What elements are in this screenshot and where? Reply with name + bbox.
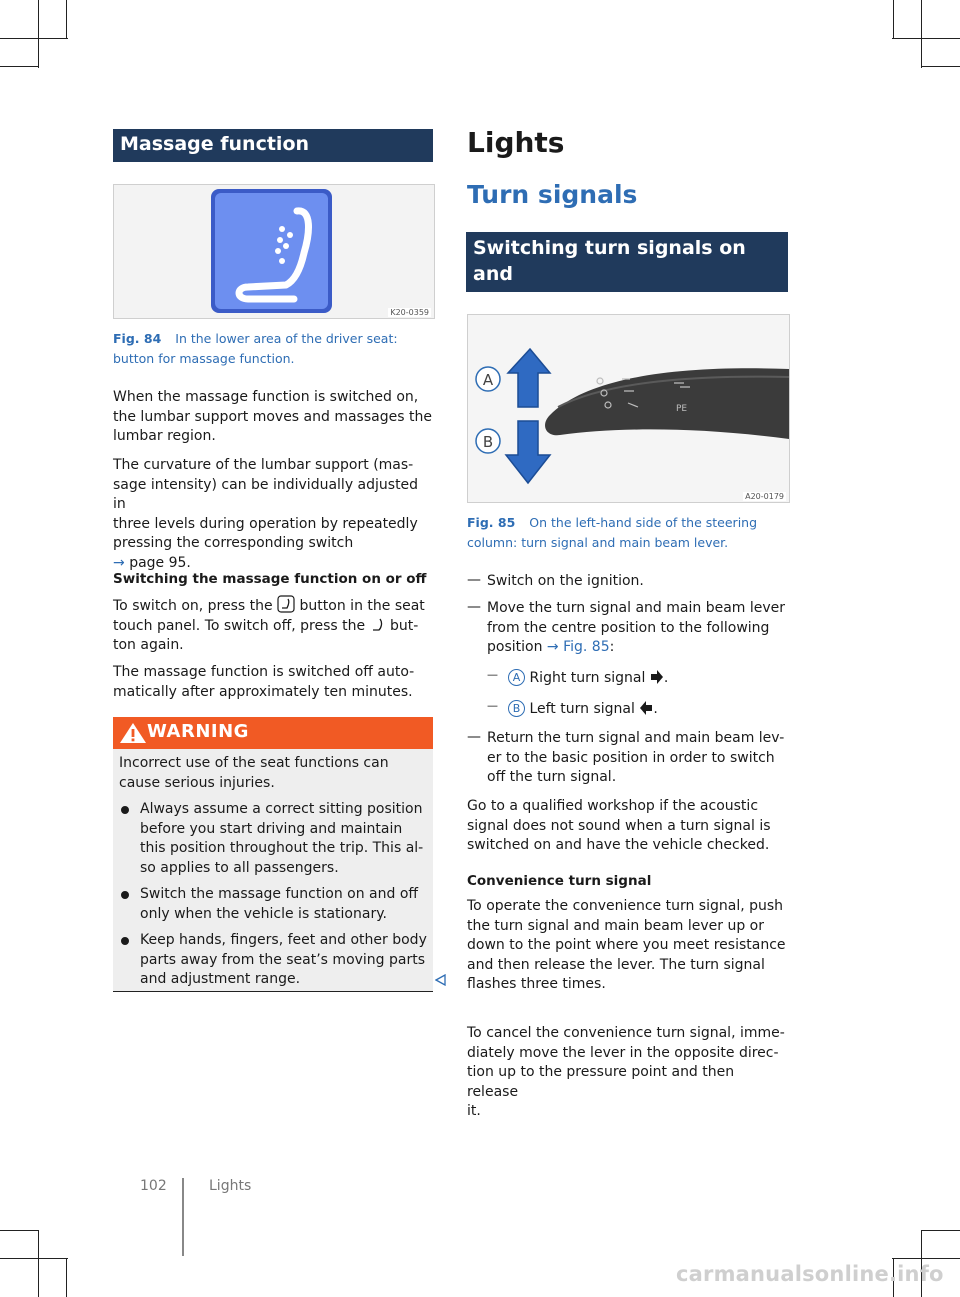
- end-mark-triangle-icon: [435, 974, 447, 986]
- figure-84-caption-line1: In the lower area of the driver seat:: [175, 331, 398, 346]
- substep-dash: —: [487, 699, 498, 712]
- step-dash: —: [467, 729, 481, 745]
- step-3: [487, 729, 788, 788]
- text-line: this position throughout the trip. This al-: [140, 840, 424, 857]
- text-line: off the turn signal.: [487, 769, 617, 786]
- text-line: parts away from the seat’s moving parts: [140, 951, 426, 968]
- seat-massage-icon: [370, 617, 386, 633]
- text-line: To operate the convenience turn signal, push: [467, 898, 784, 914]
- watermark: carmanualsonline.info: [676, 1262, 944, 1286]
- bullet-dot: [121, 806, 129, 814]
- arrow-right-icon: →: [113, 554, 125, 571]
- lever-marking: PE: [676, 404, 688, 414]
- seat-massage-button-graphic: [114, 185, 434, 318]
- text-line: Incorrect use of the seat functions can: [119, 755, 389, 771]
- warning-triangle-icon: [118, 721, 148, 745]
- text-fragment: touch panel. To switch off, press the: [113, 617, 366, 634]
- text-line: three levels during operation by repeatedly: [113, 515, 418, 532]
- text-line: flashes three times.: [467, 976, 606, 993]
- figure-84-caption-line2: button for massage function.: [113, 350, 295, 366]
- text-line: before you start driving and maintain: [140, 820, 403, 837]
- text-line: When the massage function is switched on,: [113, 389, 419, 405]
- text-line: lumbar region.: [113, 428, 216, 445]
- figure-85-number: Fig. 85: [467, 515, 516, 530]
- text-line: ton again.: [113, 637, 184, 654]
- callout-a: A: [508, 669, 525, 686]
- label-b: B: [482, 433, 494, 451]
- text-line: cause serious injuries.: [119, 774, 275, 791]
- banner-line: Switching turn signals on and: [473, 237, 746, 285]
- figure-85-caption: [467, 513, 788, 552]
- figure-84-image: [113, 184, 435, 319]
- step-dash: —: [467, 572, 481, 588]
- text-line: The curvature of the lumbar support (mas-: [113, 457, 414, 473]
- substep-b: B Left turn signal .: [508, 700, 658, 720]
- chapter-title: Lights: [467, 126, 565, 159]
- figure-85-code: A20-0179: [745, 492, 784, 501]
- text-line: the lumbar support moves and massages the: [113, 408, 432, 425]
- warning-header: [113, 717, 433, 749]
- figure-84-code: K20-0359: [390, 308, 429, 317]
- text-line: tion up to the pressure point and then release: [467, 1064, 735, 1100]
- text-fragment: position: [487, 639, 543, 656]
- arrow-right-icon: →: [546, 639, 559, 656]
- turn-right-arrow-icon: [650, 670, 664, 684]
- step-2: Move the turn signal and main beam lever from the centre position to the following position → Fig. 85:: [487, 599, 788, 658]
- text-line: only when the vehicle is stationary.: [140, 905, 387, 922]
- step-1: Switch on the ignition.: [487, 573, 644, 589]
- figure-84-number: Fig. 84: [113, 331, 162, 346]
- text-line: sage intensity) can be individually adjusted in: [113, 476, 419, 513]
- step-dash: —: [467, 599, 481, 615]
- text-line: Always assume a correct sitting position: [140, 801, 423, 817]
- warning-title: WARNING: [147, 721, 249, 742]
- text-line: so applies to all passengers.: [140, 859, 339, 876]
- text-line: Go to a qualified workshop if the acoustic: [467, 798, 759, 814]
- turn-left-arrow-icon: [639, 701, 653, 715]
- page-number: 102: [140, 1178, 167, 1194]
- text-fragment: but-: [390, 617, 419, 634]
- text-line: switched on and have the vehicle checked.: [467, 837, 770, 854]
- massage-paragraph-4: [113, 663, 433, 702]
- massage-section-banner: [113, 129, 433, 162]
- massage-paragraph-1: [113, 388, 433, 447]
- text-line: The massage function is switched off auto-: [113, 664, 415, 680]
- text-line: pressing the corresponding switch: [113, 535, 354, 552]
- massage-paragraph-3: [113, 595, 433, 656]
- text-line: Move the turn signal and main beam lever: [487, 600, 786, 616]
- text-fragment: To switch on, press the: [113, 598, 273, 614]
- fig-85-link[interactable]: Fig. 85: [563, 639, 610, 656]
- text-line: diately move the lever in the opposite direc-: [467, 1044, 779, 1061]
- turn-signals-banner: [466, 232, 788, 311]
- figure-85-image: [467, 314, 790, 503]
- massage-section-title: Massage function: [120, 133, 310, 155]
- text-line: it.: [467, 1103, 481, 1120]
- text-line: from the centre position to the following: [487, 619, 770, 636]
- text-line: matically after approximately ten minutes.: [113, 683, 413, 700]
- label-a: A: [482, 371, 494, 389]
- bullet-dot: [121, 937, 129, 945]
- text-line: Return the turn signal and main beam lev-: [487, 730, 785, 746]
- bullet-dot: [121, 891, 129, 899]
- page-95-link[interactable]: page 95.: [129, 554, 191, 571]
- figure-84-caption: [113, 329, 433, 368]
- text-line: Switch the massage function on and off: [140, 886, 419, 902]
- text-line: and then release the lever. The turn signal: [467, 956, 765, 973]
- workshop-paragraph: [467, 797, 788, 856]
- text-line: and adjustment range.: [140, 971, 301, 988]
- substep-dash: —: [487, 668, 498, 681]
- text-fragment: button in the seat: [299, 598, 425, 614]
- text-line: To cancel the convenience turn signal, imme-: [467, 1025, 785, 1041]
- cancel-paragraph: [467, 1024, 788, 1122]
- massage-paragraph-2: [113, 456, 433, 574]
- massage-subheading: Switching the massage function on or off: [113, 571, 427, 587]
- text-line: down to the point where you meet resistance: [467, 937, 786, 954]
- text-line: Keep hands, fingers, feet and other body: [140, 932, 427, 948]
- footer-divider: [182, 1178, 184, 1256]
- figure-85-caption-line1: On the left-hand side of the steering: [529, 515, 758, 530]
- text-line: the turn signal and main beam lever up or: [467, 917, 765, 934]
- text-line: er to the basic position in order to switch: [487, 749, 775, 766]
- convenience-paragraph: [467, 897, 788, 995]
- text-line: signal does not sound when a turn signal is: [467, 817, 771, 834]
- figure-85-caption-line2: column: turn signal and main beam lever.: [467, 534, 729, 550]
- callout-b: B: [508, 700, 525, 717]
- banner-line: off: [473, 289, 502, 311]
- warning-body: [113, 749, 433, 992]
- footer-section: Lights: [209, 1178, 252, 1194]
- substep-a: A Right turn signal .: [508, 669, 668, 689]
- section-title: Turn signals: [467, 180, 638, 209]
- text-fragment: Left turn signal: [529, 701, 635, 717]
- convenience-subheading: Convenience turn signal: [467, 873, 652, 889]
- text-fragment: Right turn signal: [529, 670, 646, 686]
- turn-signal-lever-graphic: [468, 315, 789, 502]
- seat-massage-icon: [277, 595, 295, 613]
